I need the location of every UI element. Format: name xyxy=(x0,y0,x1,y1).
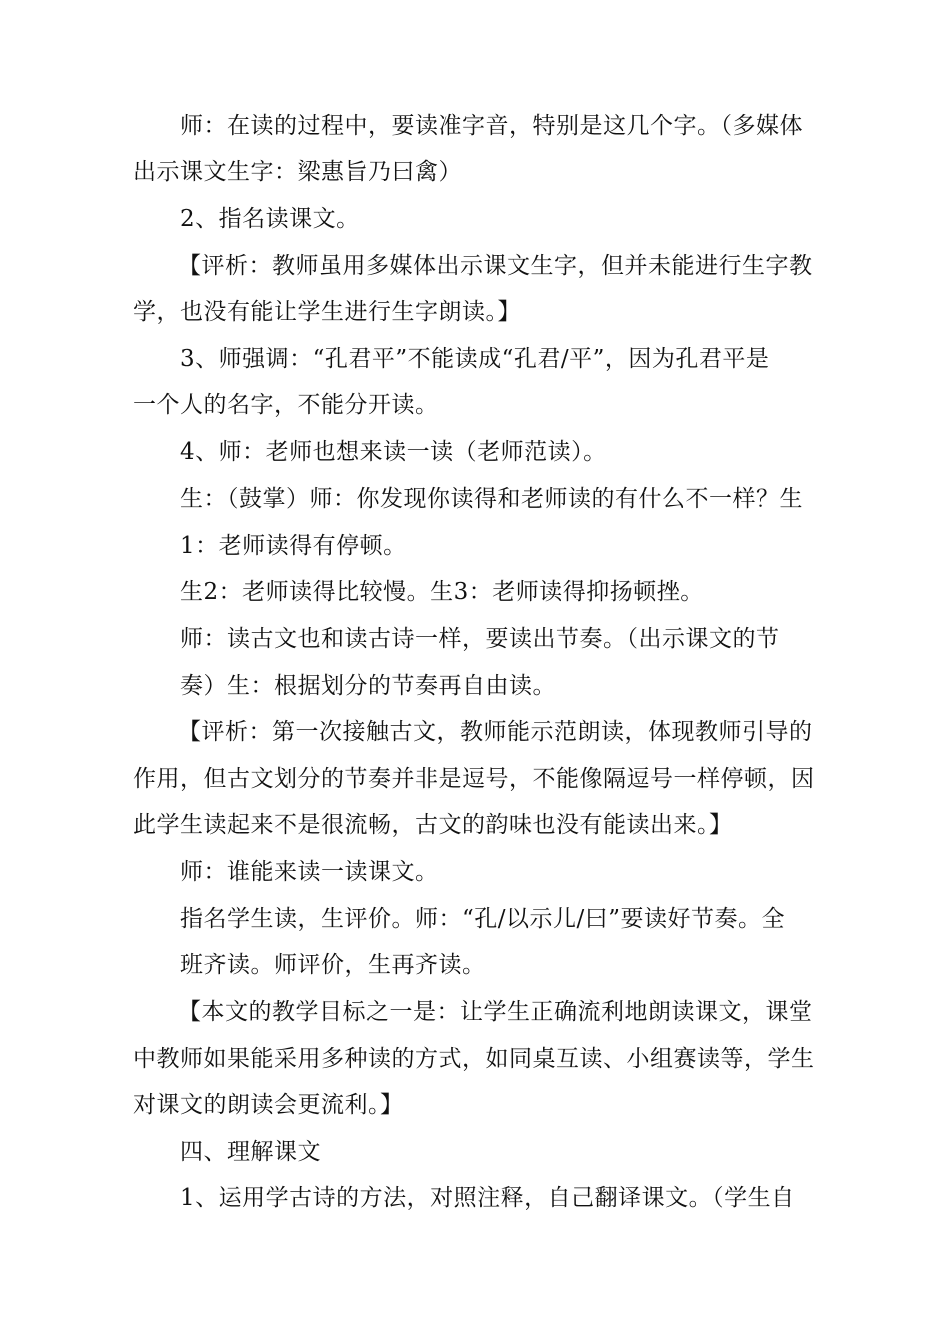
text-line: 班齐读。师评价，生再齐读。 xyxy=(180,952,486,978)
text-line: 【评析：第一次接触古文，教师能示范朗读，体现教师引导的 xyxy=(178,719,813,745)
text-line: 师：读古文也和读古诗一样，要读出节奏。（出示课文的节 xyxy=(180,626,780,652)
text-line: 生2：老师读得比较慢。生3：老师读得抑扬顿挫。 xyxy=(180,579,704,605)
text-line: 师：谁能来读一读课文。 xyxy=(180,859,439,885)
text-line: 学，也没有能让学生进行生字朗读。】 xyxy=(133,299,521,325)
text-line: 3、师强调：“孔君平”不能读成“孔君/平”，因为孔君平是 xyxy=(180,346,770,372)
text-line: 一个人的名字，不能分开读。 xyxy=(133,392,439,418)
text-line: 1、运用学古诗的方法，对照注释，自己翻译课文。（学生自 xyxy=(180,1185,795,1211)
text-line: 【本文的教学目标之一是：让学生正确流利地朗读课文，课堂 xyxy=(178,999,813,1025)
text-line: 生：（鼓掌）师：你发现你读得和老师读的有什么不一样？生 xyxy=(180,486,803,512)
text-line: 2、指名读课文。 xyxy=(180,206,360,232)
text-line: 【评析：教师虽用多媒体出示课文生字，但并未能进行生字教 xyxy=(178,253,813,279)
text-line: 对课文的朗读会更流利。】 xyxy=(133,1092,404,1118)
text-line: 奏）生：根据划分的节奏再自由读。 xyxy=(180,673,556,699)
text-line: 师：在读的过程中，要读准字音，特别是这几个字。（多媒体 xyxy=(180,113,803,139)
text-line: 中教师如果能采用多种读的方式，如同桌互读、小组赛读等，学生 xyxy=(133,1046,815,1072)
text-line: 作用，但古文划分的节奏并非是逗号，不能像隔逗号一样停顿，因 xyxy=(133,766,815,792)
text-line: 1：老师读得有停顿。 xyxy=(180,533,407,559)
text-line: 出示课文生字：梁惠旨乃曰禽） xyxy=(133,159,462,185)
text-line: 此学生读起来不是很流畅，古文的韵味也没有能读出来。】 xyxy=(133,812,733,838)
text-line: 指名学生读，生评价。师：“孔/以示儿/曰”要读好节奏。全 xyxy=(180,906,786,932)
text-line: 4、师：老师也想来读一读（老师范读）。 xyxy=(180,439,607,465)
section-heading: 四、理解课文 xyxy=(180,1139,321,1165)
